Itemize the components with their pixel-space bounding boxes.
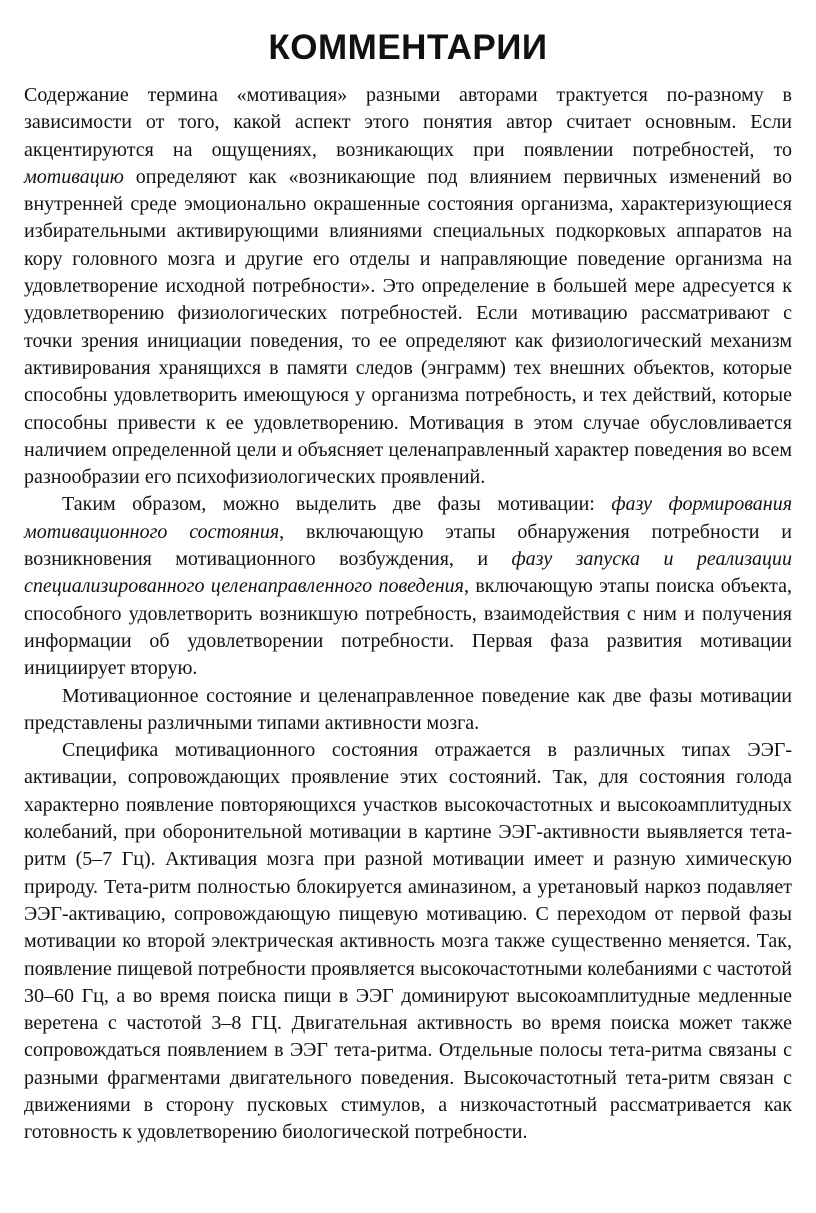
italic-term: фазу запуска и реализации специализированного целенаправленного поведения xyxy=(24,548,792,598)
paragraph-1 xyxy=(24,82,792,491)
text-run: , включающую этапы обнаружения потребности и возникновения мотивационного возбуждения, и xyxy=(24,520,792,571)
commentary-body xyxy=(24,82,792,1147)
text-run: Мотивационное состояние и целенаправленное поведение как две фазы мотивации представлены различными типами активности мозга. xyxy=(24,684,792,734)
page-title: КОММЕНТАРИИ xyxy=(268,28,548,67)
paragraph-4 xyxy=(24,737,792,1146)
italic-term: фазу формирования мотивационного состояния xyxy=(24,493,792,543)
text-run: Содержание термина «мотивация» разными авторами трактуется по-разному в зависимости от того, какой аспект этого понятия автор считает основным. Если акцентируются на ощущениях, возникающих при появлении потребностей, то xyxy=(24,84,792,161)
text-run: определяют как «возникающие под влиянием первичных изменений во внутренней среде эмоционально окрашенные состояния организма, характеризующиеся избирательными активирующими влияниями специальных подкорковых аппаратов на кору головного мозга и другие его отделы и направляющие поведение организма на удовлетворение исходной потребности». Это определение в большей мере адресуется к удовлетворению физиологических потребностей. Если мотивацию рассматривают с точки зрения инициации поведения, то ее определяют как физиологический механизм активирования хранящихся в памяти следов (энграмм) тех внешних объектов, которые способны удовлетворить имеющуюся у организма потребность, и тех действий, которые способны привести к ее удовлетворению. Мотивация в этом случае обусловливается наличием определенной цели и объясняет целенаправленный характер поведения во всем разнообразии его психофизиологических проявлений. xyxy=(24,165,792,489)
text-run: , включающую этапы поиска объекта, способного удовлетворить возникшую потребность, взаимодействия с ним и получения информации об удовлетворении потребности. Первая фаза развития мотивации инициирует вторую. xyxy=(24,575,792,680)
text-run: Специфика мотивационного состояния отражается в различных типах ЭЭГ-активации, сопровождающих проявление этих состояний. Так, для состояния голода характерно появление повторяющихся участков высокочастотных и высокоамплитудных колебаний, при оборонительной мотивации в картине ЭЭГ-активности выявляется тета-ритм (5–7 Гц). Активация мозга при разной мотивации имеет и разную химическую природу. Тета-ритм полностью блокируется аминазином, а уретановый наркоз подавляет ЭЭГ-активацию, сопровождающую пищевую мотивацию. С переходом от первой фазы мотивации ко второй электрическая активность мозга также существенно меняется. Так, появление пищевой потребности проявляется высокочастотными колебаниями с частотой 30–60 Гц, а во время поиска пищи в ЭЭГ доминируют высокоамплитудные медленные веретена с частотой 3–8 ГЦ. Двигательная активность во время поиска может также сопровождаться появлением в ЭЭГ тета-ритма. Отдельные полосы тета-ритма связаны с разными фрагментами двигательного поведения. Высокочастотный тета-ритм связан с движениями в сторону пусковых стимулов, а низкочастотный рассматривается как готовность к удовлетворению биологической потребности. xyxy=(24,739,792,1144)
paragraph-3 xyxy=(24,683,792,738)
italic-term: мотивацию xyxy=(24,165,124,188)
text-run: Таким образом, можно выделить две фазы мотивации: xyxy=(62,493,612,516)
paragraph-2 xyxy=(24,491,792,682)
